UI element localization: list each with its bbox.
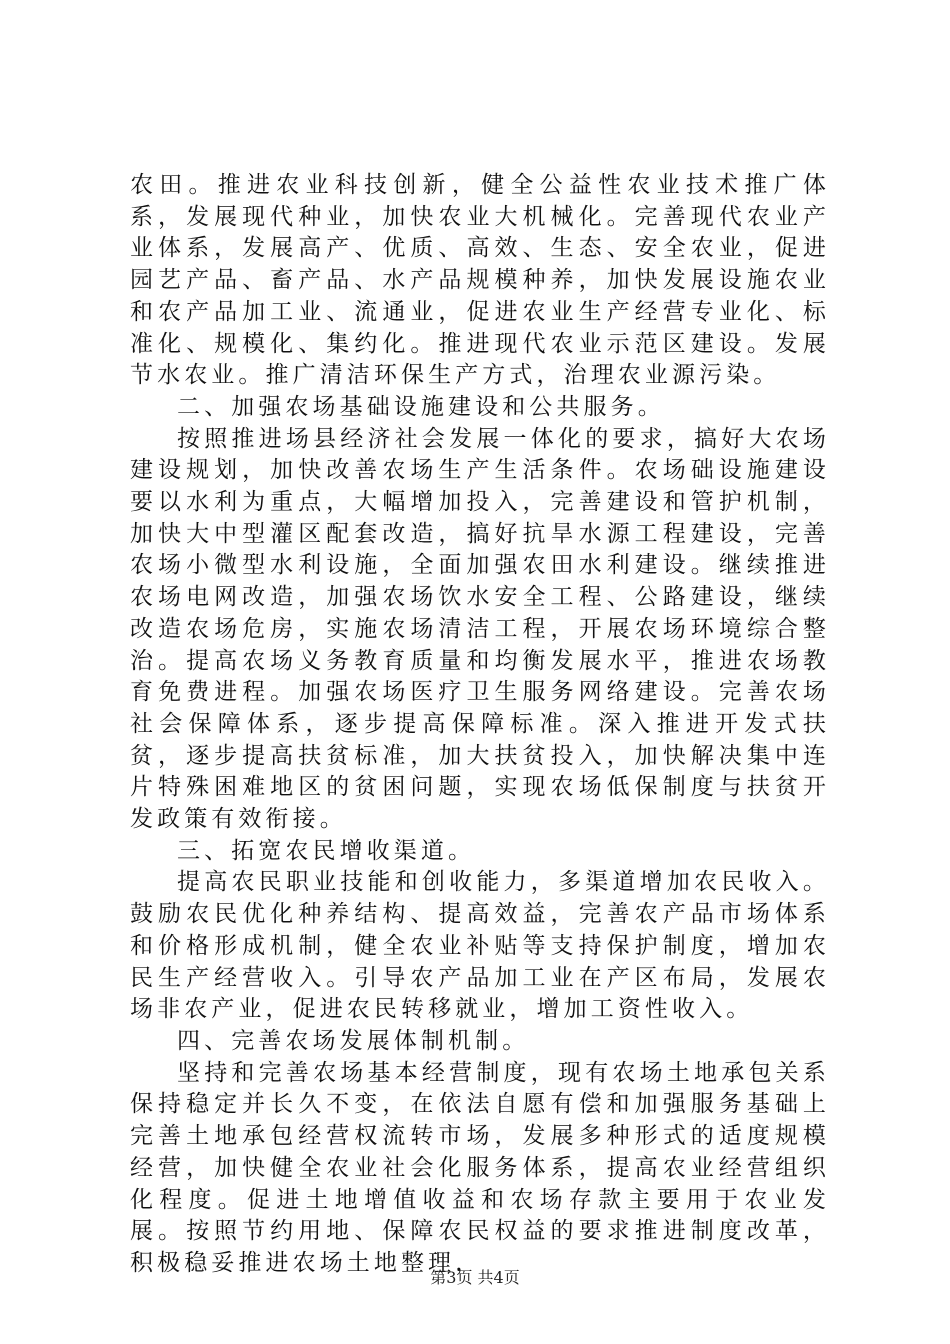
paragraph-4: 坚持和完善农场基本经营制度，现有农场土地承包关系保持稳定并长久不变，在依法自愿有偿和加强服务基础上完善土地承包经营权流转市场，发展多种形式的适度规模经营，加快健全农业社会化服务体系，提高农业经营组织化程度。促进土地增值收益和农场存款主要用于农业发展。按照节约用地、保障农民权益的要求推进制度改革，积极稳妥推进农场土地整理， (130, 1059, 830, 1276)
paragraph-3: 提高农民职业技能和创收能力，多渠道增加农民收入。鼓励农民优化种养结构、提高效益，完善农产品市场体系和价格形成机制，健全农业补贴等支持保护制度，增加农民生产经营收入。引导农产品加工业在产区布局，发展农场非农产业，促进农民转移就业，增加工资性收入。 (130, 869, 830, 1023)
section-heading-3: 三、拓宽农民增收渠道。 (177, 837, 476, 864)
section-heading-4: 四、完善农场发展体制机制。 (177, 1027, 530, 1054)
section-heading-2: 二、加强农场基础设施建设和公共服务。 (177, 393, 665, 420)
page-footer: 第3页 共4页 (430, 1268, 520, 1287)
paragraph-1: 农田。推进农业科技创新，健全公益性农业技术推广体系，发展现代种业，加快农业大机械化。完善现代农业产业体系，发展高产、优质、高效、生态、安全农业，促进园艺产品、畜产品、水产品规模种养，加快发展设施农业和农产品加工业、流通业，促进农业生产经营专业化、标准化、规模化、集约化。推进现代农业示范区建设。发展节水农业。推广清洁环保生产方式，治理农业源污染。 (130, 172, 830, 389)
paragraph-2: 按照推进场县经济社会发展一体化的要求，搞好大农场建设规划，加快改善农场生产生活条件。农场础设施建设要以水利为重点，大幅增加投入，完善建设和管护机制，加快大中型灌区配套改造，搞好抗旱水源工程建设，完善农场小微型水利设施，全面加强农田水利建设。继续推进农场电网改造，加强农场饮水安全工程、公路建设，继续改造农场危房，实施农场清洁工程，开展农场环境综合整治。提高农场义务教育质量和均衡发展水平，推进农场教育免费进程。加强农场医疗卫生服务网络建设。完善农场社会保障体系，逐步提高保障标准。深入推进开发式扶贫，逐步提高扶贫标准，加大扶贫投入，加快解决集中连片特殊困难地区的贫困问题，实现农场低保制度与扶贫开发政策有效衔接。 (130, 425, 830, 833)
document-body (130, 170, 830, 1280)
